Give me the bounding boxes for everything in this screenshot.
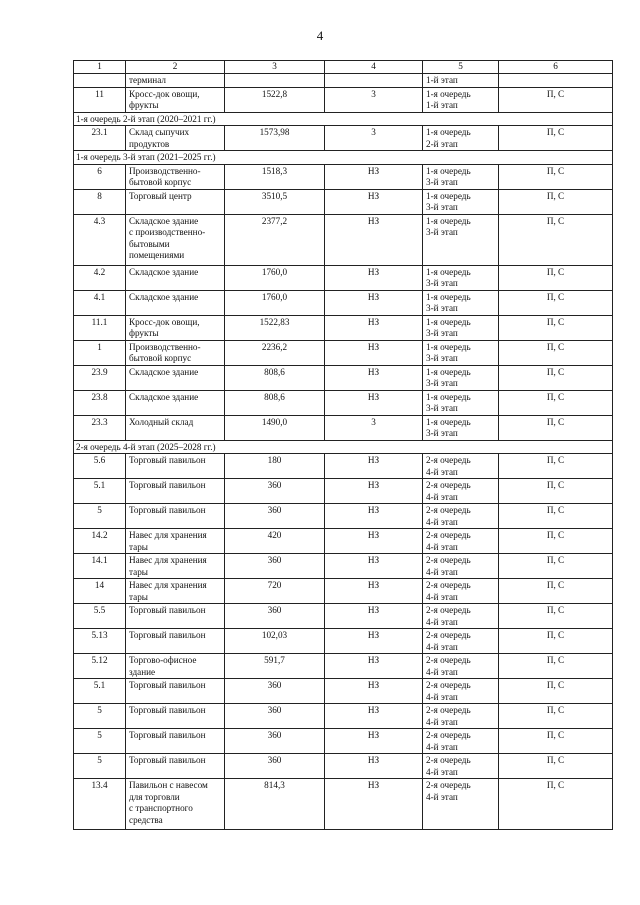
- object-codes: П, С: [499, 164, 613, 189]
- object-stage: 1-я очередь 1-й этап: [423, 87, 499, 112]
- object-category: НЗ: [325, 454, 423, 479]
- table-row: [74, 704, 613, 729]
- object-stage: 2-я очередь 4-й этап: [423, 454, 499, 479]
- object-area: 814,3: [225, 779, 325, 830]
- object-codes: П, С: [499, 340, 613, 365]
- object-name: Складское здание: [126, 290, 225, 315]
- table-row: [74, 87, 613, 112]
- object-number: 23.1: [74, 126, 126, 151]
- object-number: 14.2: [74, 529, 126, 554]
- object-codes: П, С: [499, 579, 613, 604]
- table-row: [74, 579, 613, 604]
- object-category: НЗ: [325, 390, 423, 415]
- object-area: 1522,8: [225, 87, 325, 112]
- object-area: [225, 73, 325, 87]
- table-row: [74, 729, 613, 754]
- object-name: Складское здание: [126, 365, 225, 390]
- object-number: 5.1: [74, 679, 126, 704]
- object-stage: 1-я очередь 3-й этап: [423, 265, 499, 290]
- object-name: Торговый павильон: [126, 679, 225, 704]
- header-col-3: 3: [225, 61, 325, 74]
- table-row: [74, 73, 613, 87]
- object-category: НЗ: [325, 529, 423, 554]
- object-name: Производственно- бытовой корпус: [126, 164, 225, 189]
- object-codes: П, С: [499, 779, 613, 830]
- object-name: Торговый центр: [126, 189, 225, 214]
- object-codes: П, С: [499, 554, 613, 579]
- object-category: НЗ: [325, 164, 423, 189]
- object-name: Торгово-офисное здание: [126, 654, 225, 679]
- table-row: [74, 164, 613, 189]
- object-name: Торговый павильон: [126, 729, 225, 754]
- object-area: 360: [225, 704, 325, 729]
- table-row: [74, 754, 613, 779]
- table-row: [74, 654, 613, 679]
- object-number: 4.2: [74, 265, 126, 290]
- object-codes: П, С: [499, 729, 613, 754]
- object-category: НЗ: [325, 214, 423, 265]
- object-codes: П, С: [499, 365, 613, 390]
- object-name: Складское здание: [126, 390, 225, 415]
- table-row: [74, 265, 613, 290]
- object-number: 5.1: [74, 479, 126, 504]
- object-name: Навес для хранения тары: [126, 529, 225, 554]
- header-col-5: 5: [423, 61, 499, 74]
- object-number: 14.1: [74, 554, 126, 579]
- object-number: 6: [74, 164, 126, 189]
- object-category: НЗ: [325, 479, 423, 504]
- object-stage: 2-я очередь 4-й этап: [423, 679, 499, 704]
- object-category: НЗ: [325, 579, 423, 604]
- object-name: Кросс-док овощи, фрукты: [126, 87, 225, 112]
- object-number: 23.3: [74, 415, 126, 440]
- object-area: 720: [225, 579, 325, 604]
- table-row: [74, 629, 613, 654]
- object-category: [325, 73, 423, 87]
- object-name: Складское здание: [126, 265, 225, 290]
- object-area: 360: [225, 504, 325, 529]
- object-area: 2236,2: [225, 340, 325, 365]
- object-number: 5: [74, 704, 126, 729]
- object-number: 5.12: [74, 654, 126, 679]
- object-stage: 1-я очередь 3-й этап: [423, 415, 499, 440]
- table-row: [74, 504, 613, 529]
- object-number: 11.1: [74, 315, 126, 340]
- object-codes: П, С: [499, 265, 613, 290]
- object-stage: 1-я очередь 3-й этап: [423, 390, 499, 415]
- table-row: [74, 604, 613, 629]
- object-area: 1490,0: [225, 415, 325, 440]
- table-row: [74, 365, 613, 390]
- object-codes: П, С: [499, 189, 613, 214]
- object-codes: П, С: [499, 679, 613, 704]
- table-row: [74, 340, 613, 365]
- object-category: НЗ: [325, 315, 423, 340]
- object-stage: 2-я очередь 4-й этап: [423, 504, 499, 529]
- object-name: Навес для хранения тары: [126, 554, 225, 579]
- object-area: 1760,0: [225, 290, 325, 315]
- table-row: [74, 214, 613, 265]
- object-name: Холодный склад: [126, 415, 225, 440]
- object-stage: 2-я очередь 4-й этап: [423, 754, 499, 779]
- object-stage: 1-я очередь 3-й этап: [423, 315, 499, 340]
- object-area: 808,6: [225, 365, 325, 390]
- object-area: 3510,5: [225, 189, 325, 214]
- object-stage: 1-я очередь 3-й этап: [423, 214, 499, 265]
- object-name: Торговый павильон: [126, 754, 225, 779]
- object-codes: П, С: [499, 704, 613, 729]
- object-area: 360: [225, 729, 325, 754]
- object-area: 102,03: [225, 629, 325, 654]
- table-row: [74, 679, 613, 704]
- object-area: 1760,0: [225, 265, 325, 290]
- object-stage: 2-я очередь 4-й этап: [423, 654, 499, 679]
- table-row: [74, 290, 613, 315]
- object-name: Склад сыпучих продуктов: [126, 126, 225, 151]
- object-category: НЗ: [325, 604, 423, 629]
- table-row: [74, 529, 613, 554]
- object-category: НЗ: [325, 265, 423, 290]
- object-number: 1: [74, 340, 126, 365]
- table-row: [74, 454, 613, 479]
- object-name: Торговый павильон: [126, 479, 225, 504]
- object-number: 8: [74, 189, 126, 214]
- stage-section-label: 1-я очередь 3-й этап (2021–2025 гг.): [74, 151, 613, 165]
- object-name: Павильон с навесом для торговли с транспортного средства: [126, 779, 225, 830]
- object-name: Торговый павильон: [126, 454, 225, 479]
- object-number: 5.6: [74, 454, 126, 479]
- object-name: Навес для хранения тары: [126, 579, 225, 604]
- object-codes: П, С: [499, 126, 613, 151]
- stage-section-row: [74, 440, 613, 454]
- object-codes: П, С: [499, 629, 613, 654]
- header-col-6: 6: [499, 61, 613, 74]
- object-number: 23.9: [74, 365, 126, 390]
- object-category: НЗ: [325, 340, 423, 365]
- table-header-row: [74, 61, 613, 74]
- object-stage: 2-я очередь 4-й этап: [423, 779, 499, 830]
- stage-section-row: [74, 151, 613, 165]
- object-codes: П, С: [499, 454, 613, 479]
- object-area: 360: [225, 754, 325, 779]
- object-category: НЗ: [325, 704, 423, 729]
- object-area: 1522,83: [225, 315, 325, 340]
- header-col-2: 2: [126, 61, 225, 74]
- object-stage: 2-я очередь 4-й этап: [423, 479, 499, 504]
- object-codes: П, С: [499, 504, 613, 529]
- object-area: 1518,3: [225, 164, 325, 189]
- object-number: 23.8: [74, 390, 126, 415]
- object-category: 3: [325, 87, 423, 112]
- object-name: Торговый павильон: [126, 604, 225, 629]
- object-stage: 2-я очередь 4-й этап: [423, 704, 499, 729]
- object-area: 2377,2: [225, 214, 325, 265]
- object-stage: 1-я очередь 3-й этап: [423, 340, 499, 365]
- object-area: 180: [225, 454, 325, 479]
- table-row: [74, 554, 613, 579]
- object-stage: 2-я очередь 4-й этап: [423, 529, 499, 554]
- object-codes: П, С: [499, 87, 613, 112]
- object-codes: П, С: [499, 604, 613, 629]
- object-stage: 1-я очередь 3-й этап: [423, 365, 499, 390]
- object-area: 420: [225, 529, 325, 554]
- object-stage: 1-я очередь 3-й этап: [423, 189, 499, 214]
- object-stage: 1-й этап: [423, 73, 499, 87]
- object-codes: П, С: [499, 214, 613, 265]
- object-area: 1573,98: [225, 126, 325, 151]
- object-category: НЗ: [325, 554, 423, 579]
- object-stage: 2-я очередь 4-й этап: [423, 554, 499, 579]
- object-name: Торговый павильон: [126, 504, 225, 529]
- table-row: [74, 189, 613, 214]
- object-stage: 1-я очередь 3-й этап: [423, 290, 499, 315]
- stage-section-row: [74, 112, 613, 126]
- table-row: [74, 126, 613, 151]
- object-stage: 2-я очередь 4-й этап: [423, 729, 499, 754]
- object-number: 13.4: [74, 779, 126, 830]
- object-number: [74, 73, 126, 87]
- object-category: НЗ: [325, 365, 423, 390]
- object-area: 360: [225, 554, 325, 579]
- object-area: 360: [225, 479, 325, 504]
- object-name: Складское здание с производственно- бытовыми помещениями: [126, 214, 225, 265]
- object-codes: П, С: [499, 315, 613, 340]
- object-codes: П, С: [499, 754, 613, 779]
- object-name: Производственно- бытовой корпус: [126, 340, 225, 365]
- object-name: терминал: [126, 73, 225, 87]
- object-number: 4.1: [74, 290, 126, 315]
- object-category: НЗ: [325, 779, 423, 830]
- stage-section-label: 1-я очередь 2-й этап (2020–2021 гг.): [74, 112, 613, 126]
- object-number: 14: [74, 579, 126, 604]
- page-number: 4: [316, 28, 324, 43]
- object-codes: П, С: [499, 390, 613, 415]
- object-area: 360: [225, 604, 325, 629]
- object-stage: 1-я очередь 2-й этап: [423, 126, 499, 151]
- object-number: 5.13: [74, 629, 126, 654]
- header-col-4: 4: [325, 61, 423, 74]
- object-area: 591,7: [225, 654, 325, 679]
- object-area: 808,6: [225, 390, 325, 415]
- object-category: НЗ: [325, 654, 423, 679]
- object-number: 5.5: [74, 604, 126, 629]
- stage-section-label: 2-я очередь 4-й этап (2025–2028 гг.): [74, 440, 613, 454]
- object-category: НЗ: [325, 189, 423, 214]
- object-number: 5: [74, 504, 126, 529]
- object-category: 3: [325, 415, 423, 440]
- table-row: [74, 315, 613, 340]
- table-row: [74, 415, 613, 440]
- object-codes: П, С: [499, 415, 613, 440]
- object-stage: 2-я очередь 4-й этап: [423, 629, 499, 654]
- table-row: [74, 390, 613, 415]
- object-codes: П, С: [499, 529, 613, 554]
- object-codes: П, С: [499, 654, 613, 679]
- object-name: Торговый павильон: [126, 704, 225, 729]
- object-name: Кросс-док овощи, фрукты: [126, 315, 225, 340]
- table-row: [74, 479, 613, 504]
- objects-table: [73, 60, 613, 830]
- object-stage: 2-я очередь 4-й этап: [423, 604, 499, 629]
- object-stage: 2-я очередь 4-й этап: [423, 579, 499, 604]
- object-stage: 1-я очередь 3-й этап: [423, 164, 499, 189]
- object-category: НЗ: [325, 679, 423, 704]
- object-category: 3: [325, 126, 423, 151]
- object-category: НЗ: [325, 504, 423, 529]
- object-category: НЗ: [325, 729, 423, 754]
- object-codes: П, С: [499, 479, 613, 504]
- header-col-1: 1: [74, 61, 126, 74]
- object-number: 5: [74, 754, 126, 779]
- object-number: 4.3: [74, 214, 126, 265]
- object-category: НЗ: [325, 629, 423, 654]
- object-codes: П, С: [499, 290, 613, 315]
- object-number: 11: [74, 87, 126, 112]
- object-number: 5: [74, 729, 126, 754]
- object-name: Торговый павильон: [126, 629, 225, 654]
- object-category: НЗ: [325, 290, 423, 315]
- object-area: 360: [225, 679, 325, 704]
- object-codes: [499, 73, 613, 87]
- object-category: НЗ: [325, 754, 423, 779]
- table-row: [74, 779, 613, 830]
